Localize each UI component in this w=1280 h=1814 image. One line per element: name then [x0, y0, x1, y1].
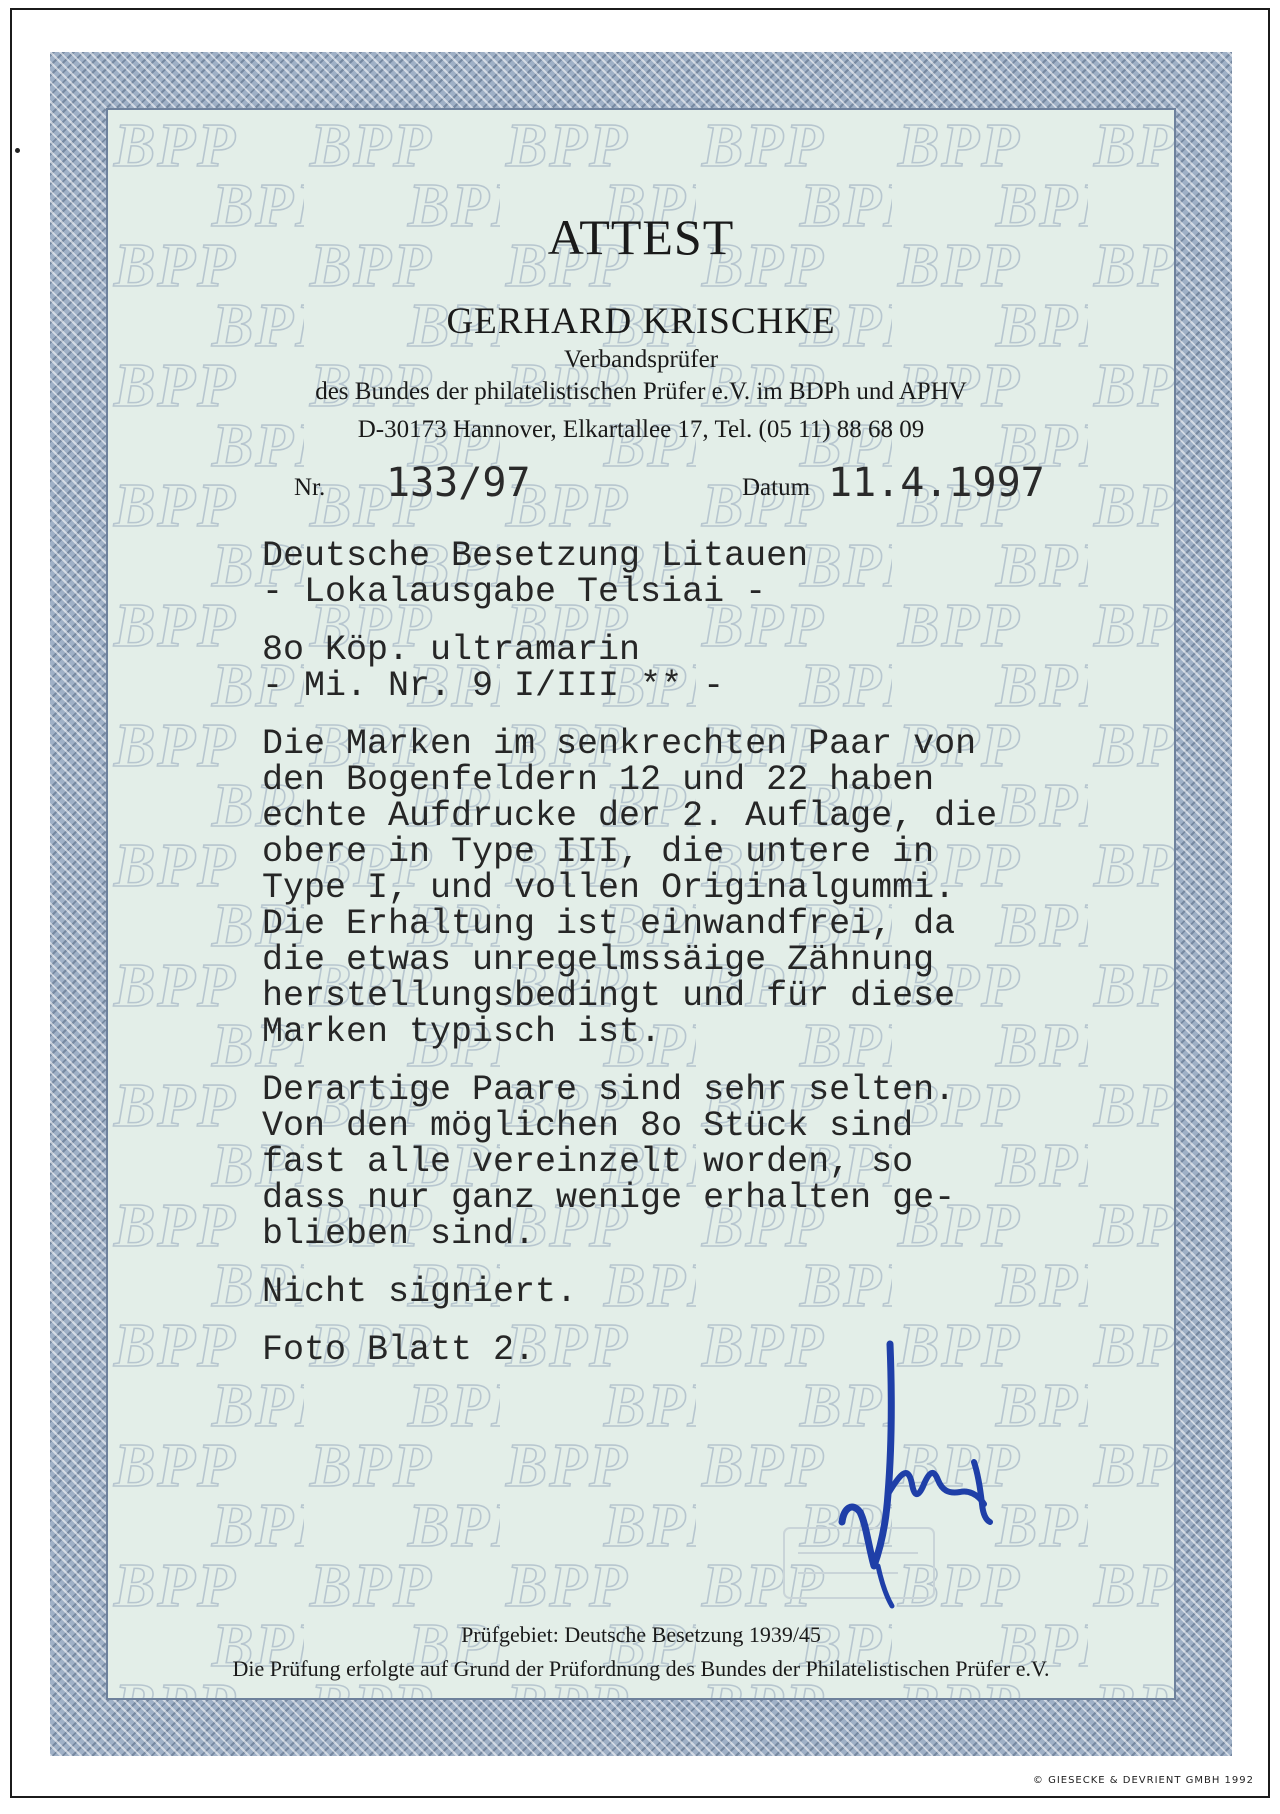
certificate-sheet: [10, 8, 1270, 1798]
certificate-date: 11.4.1997: [828, 460, 1045, 506]
address-line: D-30173 Hannover, Elkartallee 17, Tel. (05 11) 88 68 09: [357, 416, 925, 443]
certificate-number: 133/97: [386, 460, 531, 506]
body-line: Marken typisch ist.: [262, 1012, 662, 1052]
body-line: herstellungsbedingt und für diese: [262, 976, 956, 1016]
examiner-name: GERHARD KRISCHKE: [446, 301, 836, 342]
exam-basis-note: Die Prüfung erfolgte auf Grund der Prüfordnung des Bundes der Philatelistischen Prüfer e.V.: [232, 1656, 1050, 1681]
body-line: blieben sind.: [262, 1214, 536, 1254]
body-line: den Bogenfeldern 12 und 22 haben: [262, 760, 935, 800]
body-line: Nicht signiert.: [262, 1272, 578, 1312]
signature-icon: [808, 1334, 1008, 1624]
certificate-title: ATTEST: [547, 209, 735, 265]
body-line: Foto Blatt 2.: [262, 1330, 536, 1370]
printer-copyright: © GIESECKE & DEVRIENT GMBH 1992: [1032, 1775, 1254, 1786]
body-line: fast alle vereinzelt worden, so: [262, 1142, 914, 1182]
examiner-role: Verbandsprüfer: [563, 346, 719, 373]
body-line: echte Aufdrucke der 2. Auflage, die: [262, 796, 998, 836]
number-label: Nr.: [294, 474, 326, 501]
body-line: dass nur ganz wenige erhalten ge-: [262, 1178, 956, 1218]
body-line: die etwas unregelmssäige Zähnung: [262, 940, 935, 980]
body-line: Deutsche Besetzung Litauen: [262, 536, 809, 576]
body-line: Type I, und vollen Originalgummi.: [262, 868, 956, 908]
body-line: Von den möglichen 8o Stück sind: [262, 1106, 914, 1146]
exam-scope: Prüfgebiet: Deutsche Besetzung 1939/45: [461, 1622, 821, 1647]
body-line: Derartige Paare sind sehr selten.: [262, 1070, 956, 1110]
association-line: des Bundes der philatelistischen Prüfer e.V. im BDPh und APHV: [315, 378, 967, 405]
date-label: Datum: [742, 474, 811, 501]
body-line: - Lokalausgabe Telsiai -: [262, 572, 767, 612]
guilloche-frame: [50, 52, 1232, 1756]
body-line: Die Erhaltung ist einwandfrei, da: [262, 904, 956, 944]
body-line: 8o Köp. ultramarin: [262, 630, 641, 670]
body-line: Die Marken im senkrechten Paar von: [262, 724, 977, 764]
body-line: - Mi. Nr. 9 I/III ** -: [262, 666, 725, 706]
speck-mark: [15, 148, 20, 153]
body-line: obere in Type III, die untere in: [262, 832, 935, 872]
certificate-panel: [108, 110, 1174, 1698]
certificate-content: [108, 110, 1174, 1698]
